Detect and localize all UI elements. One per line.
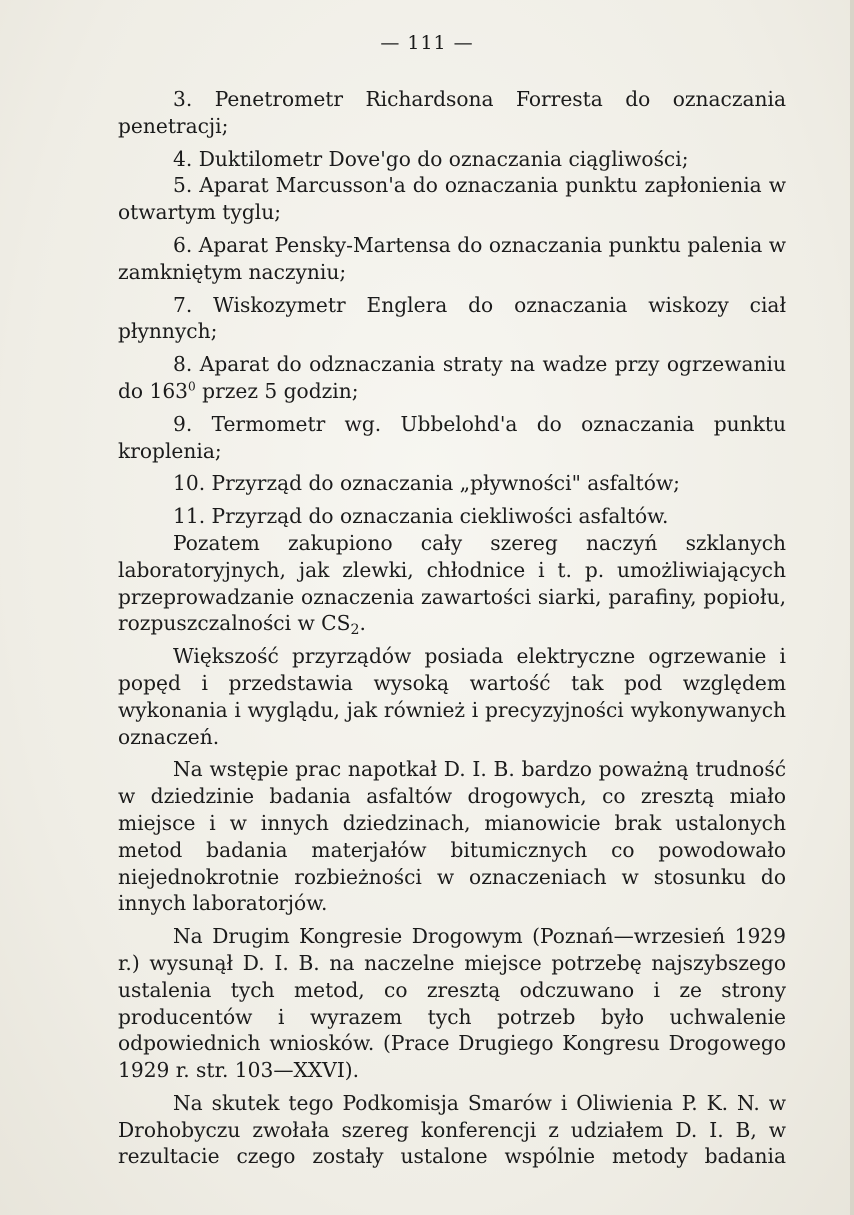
paragraph: Pozatem zakupiono cały szereg naczyń szklanych laboratoryjnych, jak zlewki, chłodnice i t. p. umożliwiających przeprowadzanie oznaczenia zawartości siarki, parafiny, popiołu, rozpuszczalności w $CS_2$. — [118, 530, 786, 639]
page-body — [118, 86, 786, 1170]
list-item: 10. Przyrząd do oznaczania „pływności" asfaltów; — [173, 471, 680, 496]
list-item: 6. Aparat Pensky-Martensa do oznaczania punktu palenia w zamkniętym naczyniu; — [118, 232, 786, 284]
paragraph: Na Drugim Kongresie Drogowym (Poznań—wrzesień 1929 r.) wysunął D. I. B. na naczelne miejsce potrzebę najszybszego ustalenia tych metod, co zresztą odczuwano i ze strony producentów i wyrazem tych potrzeb było uchwalenie odpowiednich wniosków. (Prace Drugiego Kongresu Drogowego 1929 r. str. 103—XXVI). — [118, 924, 786, 1083]
list-item: 7. Wiskozymetr Englera do oznaczania wiskozy ciał płynnych; — [118, 292, 786, 344]
page-number: — 111 — — [380, 32, 474, 54]
list-item: 5. Aparat Marcusson'a do oznaczania punktu zapłonienia w otwartym tyglu; — [118, 173, 786, 225]
paragraph: Na wstępie prac napotkał D. I. B. bardzo poważną trudność w dziedzinie badania asfaltów drogowych, co zresztą miało miejsce i w innych dziedzinach, mianowicie brak ustalonych metod badania materjałów bitumicznych co powodowało niejednokrotnie rozbieżności w oznaczeniach w stosunku do innych laboratorjów. — [118, 757, 786, 916]
list-item: 9. Termometr wg. Ubbelohd'a do oznaczania punktu kroplenia; — [118, 411, 787, 463]
list-item: 8. Aparat do odznaczania straty na wadze przy ogrzewaniu do $163^0$ przez 5 godzin; — [118, 352, 786, 403]
list-item: 4. Duktilometr Dove'go do oznaczania ciągliwości; — [173, 146, 689, 171]
page-edge — [850, 0, 854, 1215]
paragraph: Większość przyrządów posiada elektryczne ogrzewanie i popęd i przedstawia wysoką wartość tak pod względem wykonania i wyglądu, jak również i precyzyjności wykonywanych oznaczeń. — [118, 644, 786, 749]
list-item: 3. Penetrometr Richardsona Forresta do oznaczania penetracji; — [118, 87, 786, 138]
list-item: 11. Przyrząd do oznaczania ciekliwości asfaltów. — [173, 504, 669, 529]
paragraph: Na skutek tego Podkomisja Smarów i Oliwienia P. K. N. w Drohobyczu zwołała szereg konferencji z udziałem D. I. B, w rezultacie czego zostały ustalone wspólnie metody badania — [118, 1090, 786, 1169]
